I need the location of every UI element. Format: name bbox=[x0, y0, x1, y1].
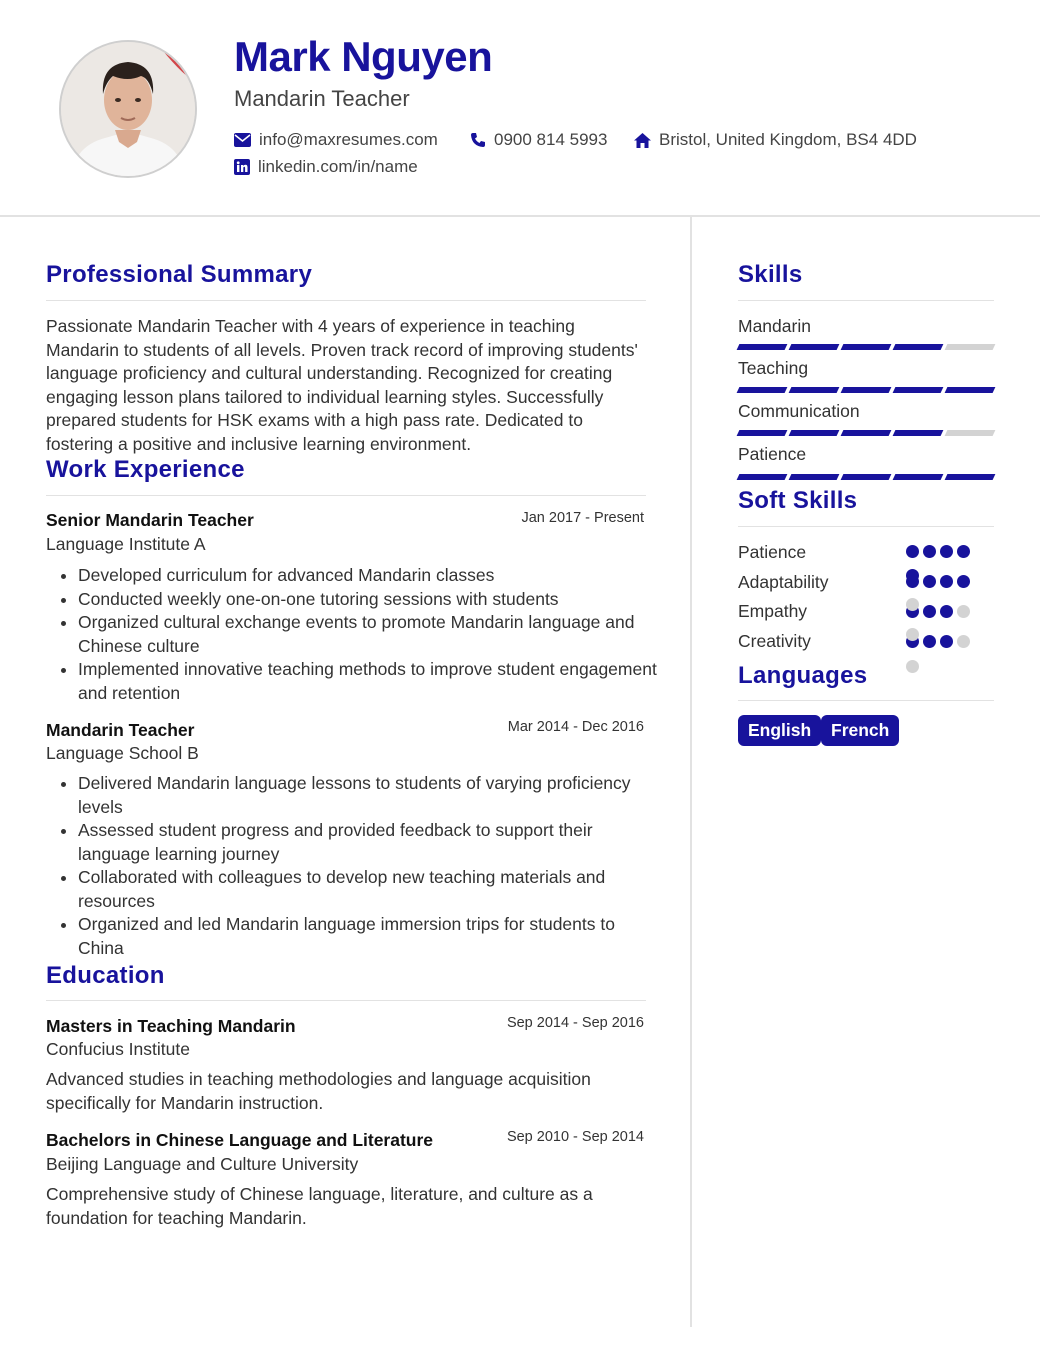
rating-dot bbox=[940, 575, 953, 588]
school-name: Confucius Institute bbox=[46, 1039, 190, 1059]
rating-dot-overflow bbox=[906, 628, 919, 641]
job-bullet: • Conducted weekly one-on-one tutoring sessions with students bbox=[78, 588, 658, 612]
skill-bar-segment bbox=[893, 474, 944, 480]
skill-level-bar bbox=[738, 387, 994, 393]
address-contact bbox=[634, 130, 917, 150]
phone-text: 0900 814 5993 bbox=[494, 130, 608, 149]
school-name: Beijing Language and Culture University bbox=[46, 1154, 359, 1174]
skill-bar-segment bbox=[841, 344, 892, 350]
rating-dot bbox=[923, 605, 936, 618]
phone-icon bbox=[470, 132, 486, 148]
skill-bar-segment bbox=[789, 344, 840, 350]
rating-dot bbox=[940, 545, 953, 558]
education-divider bbox=[46, 1000, 646, 1001]
soft-skill-label: Patience bbox=[738, 542, 807, 562]
degree-date: Sep 2014 - Sep 2016 bbox=[506, 1015, 644, 1031]
rating-dot bbox=[957, 545, 970, 558]
soft-skills-heading: Soft Skills bbox=[738, 487, 858, 514]
soft-skill-rating bbox=[906, 545, 970, 558]
linkedin-text: linkedin.com/in/name bbox=[258, 157, 418, 176]
skill-level-bar bbox=[738, 344, 994, 350]
skill-bar-segment bbox=[945, 474, 996, 480]
home-icon bbox=[634, 133, 651, 148]
education-heading: Education bbox=[46, 962, 165, 989]
rating-dot bbox=[940, 605, 953, 618]
candidate-name: Mark Nguyen bbox=[234, 33, 493, 80]
skill-level-bar bbox=[738, 430, 994, 436]
job-bullets bbox=[46, 772, 658, 960]
job-organization: Language School B bbox=[46, 743, 199, 763]
languages-divider bbox=[738, 700, 994, 701]
soft-skill-label: Adaptability bbox=[738, 572, 829, 592]
skill-bar-segment bbox=[789, 430, 840, 436]
rating-dot bbox=[923, 575, 936, 588]
job-bullet: • Developed curriculum for advanced Mandarin classes bbox=[78, 564, 658, 588]
linkedin-icon bbox=[234, 159, 250, 175]
address-text: Bristol, United Kingdom, BS4 4DD bbox=[659, 130, 917, 149]
skill-label: Mandarin bbox=[738, 316, 811, 336]
experience-heading: Work Experience bbox=[46, 456, 245, 483]
job-bullet: • Organized cultural exchange events to promote Mandarin language and Chinese culture bbox=[78, 611, 658, 658]
linkedin-contact[interactable] bbox=[234, 157, 418, 177]
skill-bar-segment bbox=[945, 344, 996, 350]
envelope-icon bbox=[234, 133, 251, 147]
skill-level-bar bbox=[738, 474, 994, 480]
degree-title: Masters in Teaching Mandarin bbox=[46, 1016, 296, 1036]
rating-dot-overflow bbox=[906, 660, 919, 673]
degree-date: Sep 2010 - Sep 2014 bbox=[506, 1129, 644, 1145]
summary-divider bbox=[46, 300, 646, 301]
phone-contact[interactable] bbox=[470, 130, 607, 150]
soft-skills-divider bbox=[738, 526, 994, 527]
skill-bar-segment bbox=[737, 387, 788, 393]
job-date: Mar 2014 - Dec 2016 bbox=[507, 719, 644, 735]
skill-bar-segment bbox=[737, 430, 788, 436]
degree-title: Bachelors in Chinese Language and Literature bbox=[46, 1130, 434, 1150]
soft-skill-label: Creativity bbox=[738, 631, 811, 651]
languages-heading: Languages bbox=[738, 662, 868, 689]
skill-bar-segment bbox=[789, 474, 840, 480]
job-title: Mandarin Teacher bbox=[46, 720, 195, 740]
job-title: Senior Mandarin Teacher bbox=[46, 510, 254, 530]
job-bullet: • Assessed student progress and provided feedback to support their language learning journey bbox=[78, 819, 658, 866]
candidate-role: Mandarin Teacher bbox=[234, 86, 410, 111]
job-bullets bbox=[46, 564, 658, 705]
language-badge: English bbox=[738, 715, 821, 746]
job-bullet: • Delivered Mandarin language lessons to students of varying proficiency levels bbox=[78, 772, 658, 819]
job-organization: Language Institute A bbox=[46, 534, 206, 554]
rating-dot bbox=[906, 545, 919, 558]
resume-header bbox=[0, 0, 1040, 217]
skill-label: Communication bbox=[738, 401, 860, 421]
column-divider bbox=[690, 217, 692, 1327]
skills-heading: Skills bbox=[738, 261, 803, 288]
skill-bar-segment bbox=[893, 430, 944, 436]
rating-dot bbox=[957, 575, 970, 588]
summary-text: Passionate Mandarin Teacher with 4 years of experience in teaching Mandarin to students of all levels. Proven track record of improving students' language proficiency and cultural understanding. Recognized for creating engaging lesson plans tailored to individual learning styles. Successfully prepared students for HSK exams with a high pass rate. Dedicated to fostering a positive and inclusive learning environment. bbox=[46, 316, 638, 454]
email-text: info@maxresumes.com bbox=[259, 130, 438, 149]
skill-bar-segment bbox=[789, 387, 840, 393]
degree-description: Comprehensive study of Chinese language, literature, and culture as a foundation for teaching Mandarin. bbox=[46, 1184, 593, 1228]
experience-divider bbox=[46, 495, 646, 496]
skill-bar-segment bbox=[841, 474, 892, 480]
soft-skill-label: Empathy bbox=[738, 601, 808, 621]
job-bullet: • Collaborated with colleagues to develop new teaching materials and resources bbox=[78, 866, 658, 913]
skill-label: Patience bbox=[738, 444, 807, 464]
job-bullet: • Organized and led Mandarin language immersion trips for students to China bbox=[78, 913, 658, 960]
rating-dot bbox=[940, 635, 953, 648]
skill-bar-segment bbox=[945, 387, 996, 393]
degree-description: Advanced studies in teaching methodologies and language acquisition specifically for Mandarin instruction. bbox=[46, 1069, 591, 1113]
rating-dot bbox=[957, 605, 970, 618]
summary-heading: Professional Summary bbox=[46, 261, 313, 288]
profile-photo bbox=[59, 40, 197, 178]
rating-dot-overflow bbox=[906, 569, 919, 582]
job-bullet: • Implemented innovative teaching methods to improve student engagement and retention bbox=[78, 658, 658, 705]
skill-bar-segment bbox=[737, 344, 788, 350]
email-contact[interactable] bbox=[234, 130, 438, 150]
rating-dot bbox=[957, 635, 970, 648]
rating-dot bbox=[923, 635, 936, 648]
rating-dot-overflow bbox=[906, 598, 919, 611]
skill-bar-segment bbox=[893, 344, 944, 350]
job-date: Jan 2017 - Present bbox=[521, 510, 644, 526]
language-badge: French bbox=[821, 715, 899, 746]
skills-divider bbox=[738, 300, 994, 301]
skill-bar-segment bbox=[737, 474, 788, 480]
skill-bar-segment bbox=[841, 430, 892, 436]
skill-bar-segment bbox=[841, 387, 892, 393]
skill-bar-segment bbox=[945, 430, 996, 436]
skill-label: Teaching bbox=[738, 358, 809, 378]
skill-bar-segment bbox=[893, 387, 944, 393]
rating-dot bbox=[923, 545, 936, 558]
